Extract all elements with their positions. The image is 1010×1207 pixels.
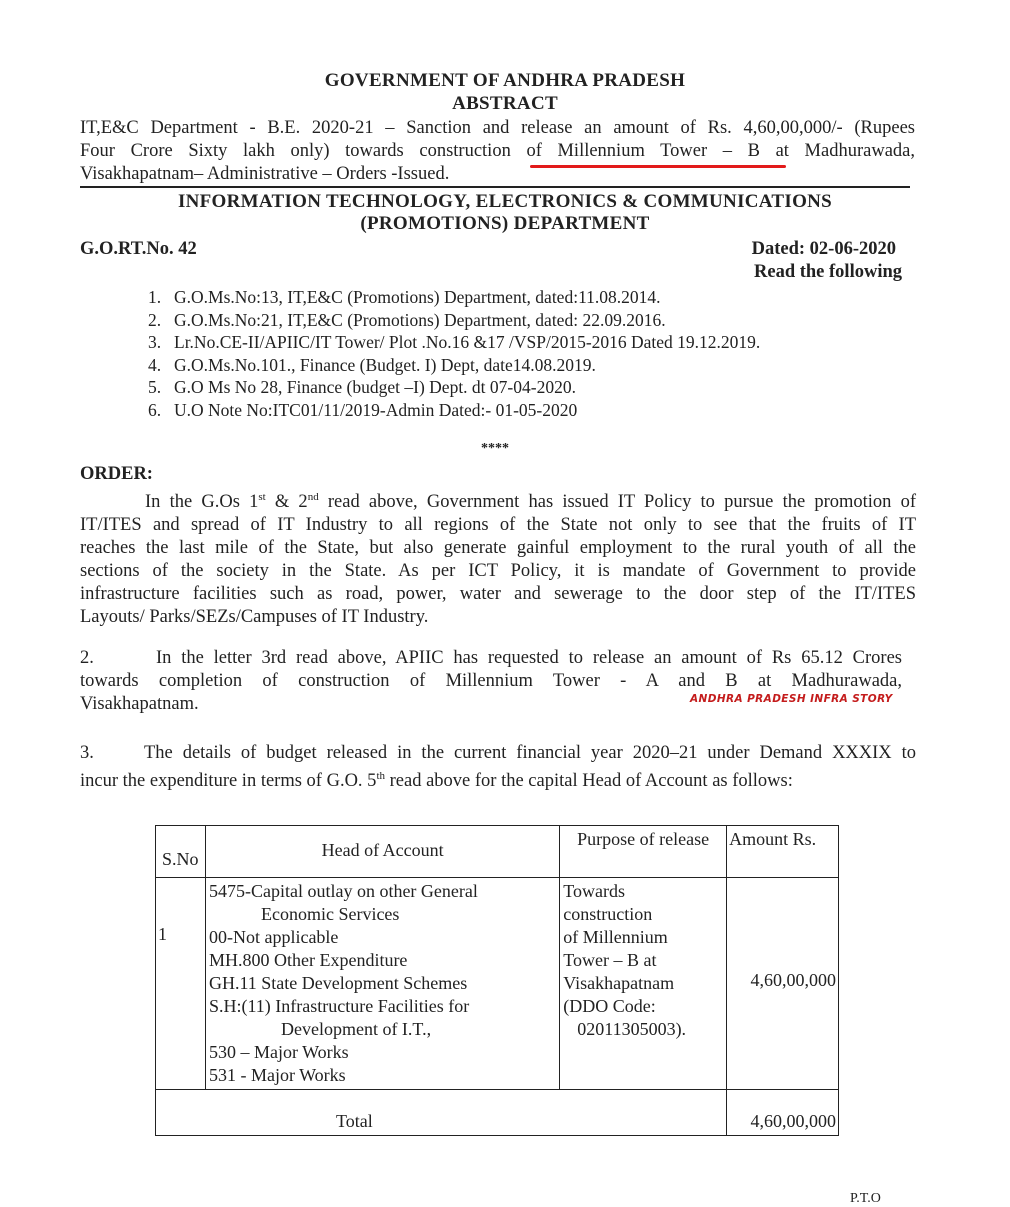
cell-total-amount: 4,60,00,000 xyxy=(727,1090,839,1136)
abstract-text xyxy=(80,117,915,186)
reference-item: 3. Lr.No.CE-II/APIIC/IT Tower/ Plot .No.16 &17 /VSP/2015-2016 Dated 19.12.2019. xyxy=(148,332,761,352)
table-header-row xyxy=(156,826,839,878)
abstract-line-last: Visakhapatnam– Administrative – Orders -Issued. xyxy=(80,164,450,184)
reference-item: 6. U.O Note No:ITC01/11/2019-Admin Dated:- 01-05-2020 xyxy=(148,399,578,420)
paragraph-line-last: Visakhapatnam. xyxy=(80,694,199,714)
reference-item: 5. G.O Ms No 28, Finance (budget –I) Dept. dt 07-04-2020. xyxy=(148,377,576,397)
watermark-text: ANDHRA PRADESH INFRA STORY xyxy=(690,693,893,705)
paragraph-line: reaches the last mile of the State, but also generate gainful employment to the rural youth of all the xyxy=(80,538,916,559)
table-row xyxy=(156,878,839,1090)
cell-purpose: Towards construction of Millennium Tower – B at Visakhapatnam (DDO Code: 02011305003). xyxy=(560,878,727,1090)
paragraph-line: IT/ITES and spread of IT Industry to all regions of the State not only to see that the fruits of IT xyxy=(80,515,916,536)
header-divider xyxy=(80,186,910,188)
paragraph-line: infrastructure facilities such as road, power, water and sewerage to the door step of the IT/ITES xyxy=(80,584,916,605)
cell-sno: 1 xyxy=(156,878,206,1090)
order-heading: ORDER: xyxy=(80,464,153,484)
header-sno: S.No xyxy=(156,826,206,878)
header-head-of-account: Head of Account xyxy=(205,826,559,878)
order-paragraph-1 xyxy=(80,486,916,629)
reference-item: 4. G.O.Ms.No.101., Finance (Budget. I) Dept, date14.08.2019. xyxy=(148,354,596,375)
order-paragraph-3 xyxy=(80,742,916,793)
pto-marker: P.T.O xyxy=(850,1191,881,1206)
header-purpose: Purpose of release xyxy=(560,826,727,878)
paragraph-line: towards completion of construction of Millennium Tower - A and B at Madhurawada, xyxy=(80,671,902,691)
department-line-2: (PROMOTIONS) DEPARTMENT xyxy=(360,213,650,234)
department-line-1: INFORMATION TECHNOLOGY, ELECTRONICS & COMMUNICATIONS xyxy=(177,191,833,212)
go-number: G.O.RT.No. 42 xyxy=(80,239,197,259)
paragraph-line: In the G.Os 1st & 2nd read above, Government has issued IT Policy to pursue the promotion of xyxy=(145,491,917,513)
separator-stars: **** xyxy=(481,441,509,456)
reference-list xyxy=(148,286,760,421)
government-title: GOVERNMENT OF ANDHRA PRADESH xyxy=(324,70,686,91)
paragraph-line-last: incur the expenditure in terms of G.O. 5th read above for the capital Head of Account as follows: xyxy=(80,770,793,792)
header-amount: Amount Rs. xyxy=(727,826,839,878)
paragraph-line-last: Layouts/ Parks/SEZs/Campuses of IT Industry. xyxy=(80,607,429,628)
cell-head-of-account: 5475-Capital outlay on other General Economic Services 00-Not applicable MH.800 Other Expenditure GH.11 State Development Schemes S.H:(11) Infrastructure Facilities for Development of I.T., 530 – Major Works 531 - Major Works xyxy=(205,878,559,1090)
paragraph-line: 2. In the letter 3rd read above, APIIC has requested to release an amount of Rs 65.12 Crores xyxy=(80,648,902,668)
abstract-heading: ABSTRACT xyxy=(452,93,558,114)
paragraph-line: sections of the society in the State. As per ICT Policy, it is mandate of Government to provide xyxy=(80,561,916,582)
reference-item: 2. G.O.Ms.No:21, IT,E&C (Promotions) Department, dated: 22.09.2016. xyxy=(148,309,666,330)
cell-amount: 4,60,00,000 xyxy=(727,878,839,1090)
abstract-line: Four Crore Sixty lakh only) towards construction of Millennium Tower – B at Madhurawada, xyxy=(80,141,915,161)
abstract-line: IT,E&C Department - B.E. 2020-21 – Sanction and release an amount of Rs. 4,60,00,000/- (Rupees xyxy=(80,118,915,138)
go-date: Dated: 02-06-2020 xyxy=(751,239,896,259)
order-paragraph-2 xyxy=(80,647,902,716)
budget-table xyxy=(155,825,839,1136)
red-underline-highlight xyxy=(530,165,786,168)
read-following-label: Read the following xyxy=(754,262,902,282)
cell-total-label: Total xyxy=(156,1090,727,1136)
paragraph-line: 3. The details of budget released in the current financial year 2020–21 under Demand XXXIX to xyxy=(80,743,916,763)
table-total-row xyxy=(156,1090,839,1136)
reference-item: 1. G.O.Ms.No:13, IT,E&C (Promotions) Department, dated:11.08.2014. xyxy=(148,287,661,307)
